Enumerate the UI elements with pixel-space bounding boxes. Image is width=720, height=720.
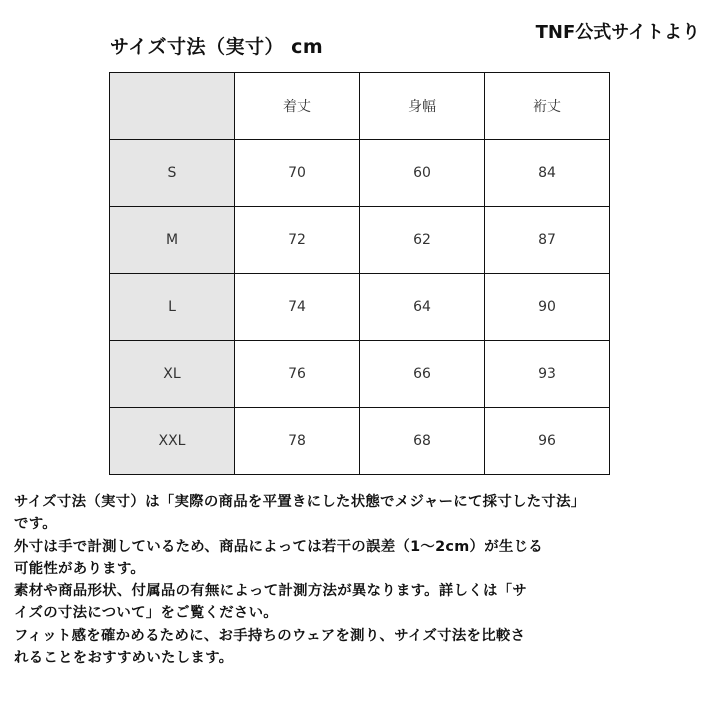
note-line: フィット感を確かめるために、お手持ちのウェアを測り、サイズ寸法を比較さ	[14, 627, 526, 644]
cell-sleeve: 90	[485, 274, 610, 341]
page-title: サイズ寸法（実寸） cm	[110, 36, 324, 58]
note-line: 素材や商品形状、付属品の有無によって計測方法が異なります。詳しくは「サ	[14, 583, 528, 600]
note-line: です。	[14, 516, 57, 533]
cell-length: 78	[235, 408, 360, 475]
cell-sleeve: 96	[485, 408, 610, 475]
cell-sleeve: 87	[485, 207, 610, 274]
note-line: 可能性があります。	[14, 560, 146, 577]
column-header-sleeve: 裄丈	[485, 73, 610, 140]
cell-length: 74	[235, 274, 360, 341]
row-header-size: S	[110, 140, 235, 207]
cell-length: 72	[235, 207, 360, 274]
size-table	[109, 72, 610, 475]
row-header-size: XL	[110, 341, 235, 408]
cell-sleeve: 93	[485, 341, 610, 408]
table-corner-cell	[110, 73, 235, 140]
column-header-width: 身幅	[360, 73, 485, 140]
row-header-size: XXL	[110, 408, 235, 475]
cell-length: 76	[235, 341, 360, 408]
table-row	[110, 274, 610, 341]
row-header-size: L	[110, 274, 235, 341]
cell-width: 66	[360, 341, 485, 408]
note-line: れることをおすすめいたします。	[14, 650, 234, 667]
cell-length: 70	[235, 140, 360, 207]
table-header-row	[110, 73, 610, 140]
note-line: 外寸は手で計測しているため、商品によっては若干の誤差（1〜2cm）が生じる	[14, 538, 543, 555]
table-row	[110, 341, 610, 408]
table-row	[110, 207, 610, 274]
measurement-notes	[14, 491, 710, 669]
cell-width: 60	[360, 140, 485, 207]
source-label: TNF公式サイトより	[535, 22, 700, 43]
cell-width: 64	[360, 274, 485, 341]
table-row	[110, 140, 610, 207]
cell-sleeve: 84	[485, 140, 610, 207]
column-header-length: 着丈	[235, 73, 360, 140]
note-line: サイズ寸法（実寸）は「実際の商品を平置きにした状態でメジャーにて採寸した寸法」	[14, 494, 586, 510]
row-header-size: M	[110, 207, 235, 274]
cell-width: 62	[360, 207, 485, 274]
cell-width: 68	[360, 408, 485, 475]
table-row	[110, 408, 610, 475]
note-line: イズの寸法について」をご覧ください。	[14, 605, 279, 622]
